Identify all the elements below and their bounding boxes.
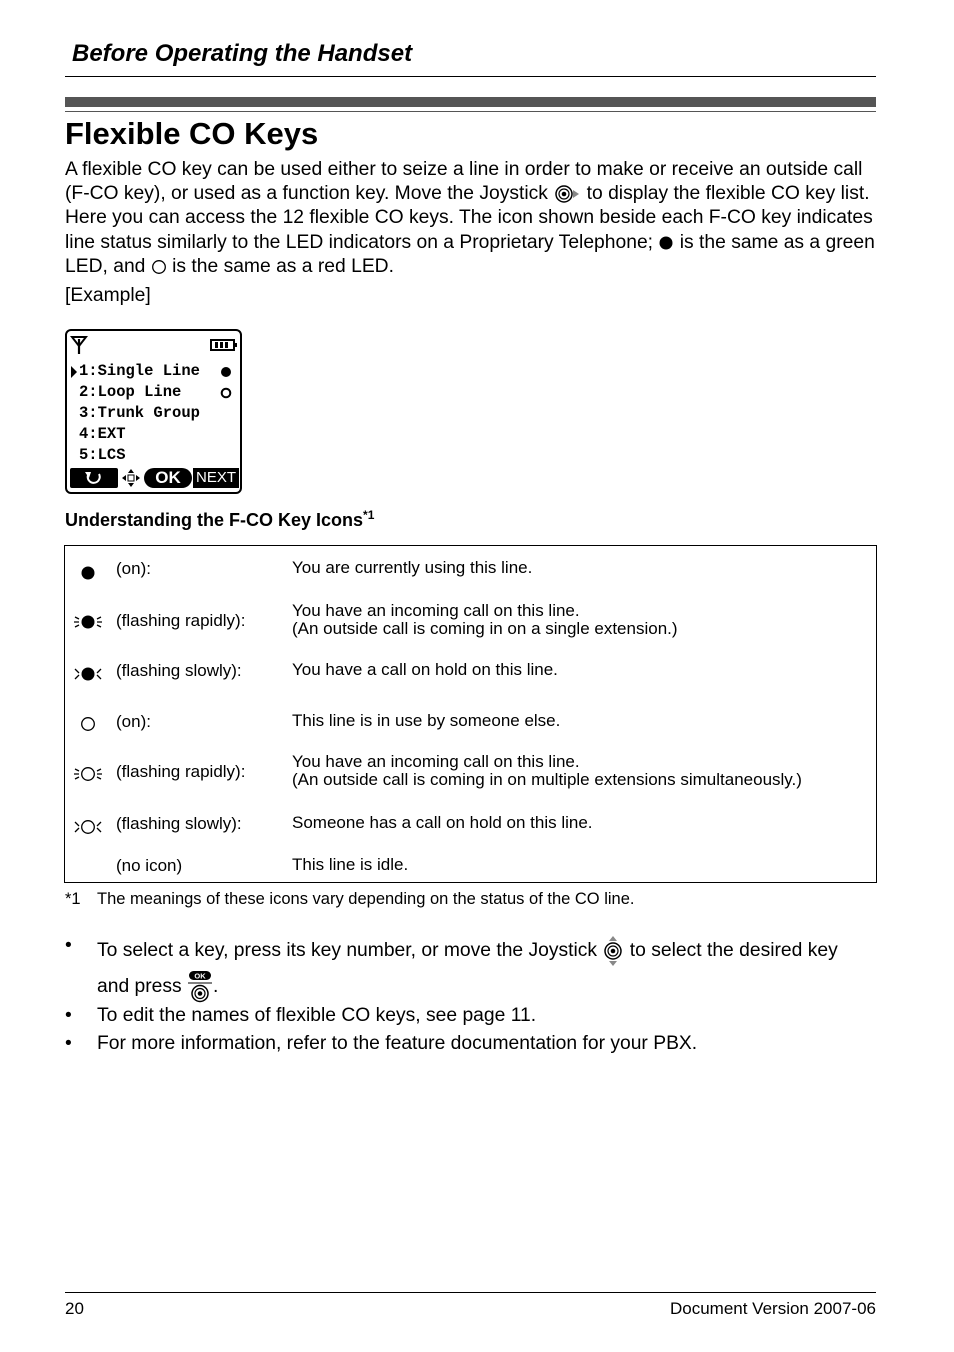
header-rule: [65, 76, 876, 77]
intro-paragraph: [65, 158, 877, 279]
icon-state: (flashing rapidly):: [116, 611, 246, 630]
icon-legend-table: [64, 545, 877, 883]
ok-key-icon: [187, 970, 213, 1004]
icon-description: You have a call on hold on this line.: [292, 660, 558, 679]
cursor-arrow-icon: [70, 365, 78, 379]
bullet-1-text-d: .: [213, 976, 219, 998]
bullet-2-text: To edit the names of flexible CO keys, see page 11.: [97, 1005, 537, 1026]
display-line-2: 2:Loop Line: [79, 383, 182, 401]
bullet-1-text-a: To select a key, press its key number, or move the Joystick: [97, 940, 598, 962]
icon-state: (no icon): [116, 856, 183, 875]
icon-description: Someone has a call on hold on this line.: [292, 813, 593, 832]
title-bar-thin: [65, 111, 876, 112]
bullet-3-text: For more information, refer to the feature documentation for your PBX.: [97, 1033, 698, 1054]
intro-text-3: is the same as a green LED, and: [65, 231, 875, 277]
icon-description: You have an incoming call on this line. (An outside call is coming in on multiple extensions simultaneously.): [292, 752, 802, 789]
display-line-1: 1:Single Line: [79, 362, 200, 380]
document-version: Document Version 2007-06: [669, 1299, 876, 1318]
title-bar-thick: [65, 97, 876, 107]
icon-state: (flashing slowly):: [116, 814, 242, 833]
display-line-3: 3:Trunk Group: [79, 404, 200, 422]
icon-state: (flashing rapidly):: [116, 762, 246, 781]
icon-description: You are currently using this line.: [292, 558, 533, 577]
page-number: 20: [65, 1299, 84, 1318]
hollow-circle-icon: [151, 259, 167, 275]
filled-circle-icon: [658, 235, 674, 251]
footnote-text: The meanings of these icons vary depending on the status of the CO line.: [97, 890, 635, 908]
icon-state: (on):: [116, 712, 151, 731]
icons-heading-text: Understanding the F-CO Key Icons: [65, 510, 364, 530]
section-title: Before Operating the Handset: [72, 40, 413, 67]
display-line-4: 4:EXT: [79, 425, 126, 443]
bullet-dot: •: [65, 935, 72, 956]
joystick-navigation-icon: [121, 468, 141, 488]
icon-description: You have an incoming call on this line. (An outside call is coming in on a single extension.): [292, 601, 678, 638]
intro-text-1: A flexible CO key can be used either to seize a line in order to make or receive an outside call (F-CO key), or used as a function key. Move the Joystick: [65, 159, 863, 205]
footnote: [65, 890, 635, 909]
bullet-dot: •: [65, 1005, 72, 1026]
joystick-right-icon: [553, 184, 581, 204]
example-label: [Example]: [65, 285, 151, 306]
handset-display: [65, 329, 242, 494]
icons-heading-footnote-mark: *1: [363, 508, 375, 522]
icon-state: (on):: [116, 559, 151, 578]
hollow-circle-flashing-rapidly-icon: [73, 765, 103, 783]
bullet-1-text-b: to select the desired key: [629, 940, 838, 962]
hollow-circle-icon: [73, 715, 103, 733]
battery-icon: [210, 338, 238, 352]
antenna-icon: [70, 335, 88, 355]
hollow-circle-flashing-slowly-icon: [73, 818, 103, 836]
footnote-mark: *1: [65, 890, 81, 908]
page-title: Flexible CO Keys: [65, 116, 319, 151]
hollow-circle-icon: [220, 387, 232, 399]
icons-heading: [65, 508, 374, 531]
bullet-dot: •: [65, 1033, 72, 1054]
icon-description: This line is idle.: [292, 855, 409, 874]
display-line-5: 5:LCS: [79, 446, 126, 464]
icon-state: (flashing slowly):: [116, 661, 242, 680]
soft-key-bar: [70, 468, 238, 488]
intro-text-2: to display the flexible CO key list. Here you can access the 12 flexible CO keys. The icon shown beside each F-CO key indicates line status similarly to the LED indicators on a Proprietary Telephone;: [65, 183, 873, 253]
bullet-1-text-c: and press: [97, 976, 182, 998]
filled-circle-icon: [73, 564, 103, 582]
footer-rule: [65, 1292, 876, 1293]
joystick-up-down-icon: [602, 935, 624, 967]
filled-circle-flashing-slowly-icon: [73, 665, 103, 683]
filled-circle-icon: [220, 366, 232, 378]
back-soft-key-icon: [70, 468, 118, 488]
icon-description: This line is in use by someone else.: [292, 711, 561, 730]
filled-circle-flashing-rapidly-icon: [73, 613, 103, 631]
next-soft-key: NEXT: [193, 468, 239, 488]
svg-text:OK: OK: [194, 971, 206, 981]
intro-text-4: is the same as a red LED.: [172, 255, 394, 277]
ok-soft-key: OK: [144, 468, 192, 488]
